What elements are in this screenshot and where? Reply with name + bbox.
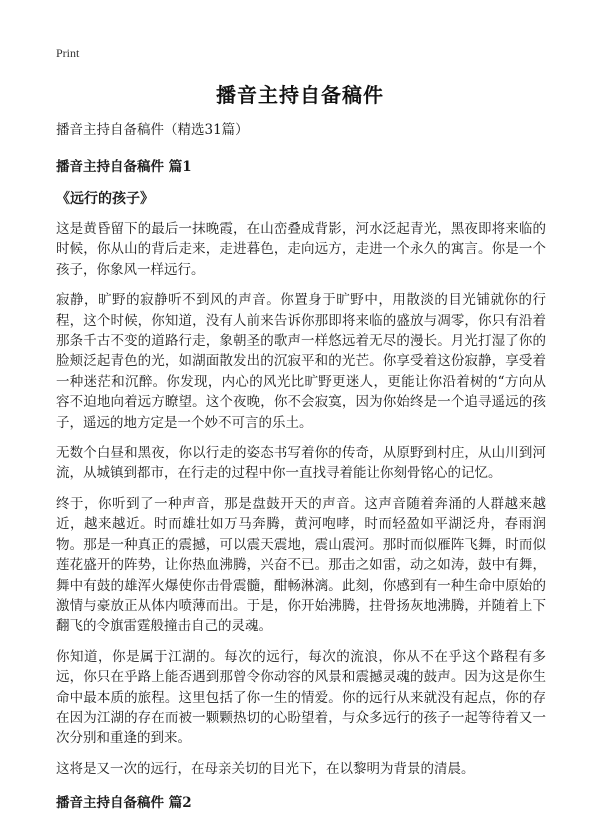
section-heading-2: 播音主持自备稿件 篇2 <box>56 795 192 812</box>
print-label[interactable]: Print <box>56 46 80 60</box>
section-heading-1: 播音主持自备稿件 篇1 <box>56 159 192 175</box>
paragraph: 终于，你听到了一种声音，那是盘鼓开天的声音。这声音随着奔涌的人群越来越近，越来越近。时而雄壮如万马奔腾，黄河咆哮，时而轻盈如平湖泛舟，春雨润物。那是一种真正的震撼，可以震天震地，震山震河。那时而似雁阵飞舞，时而似莲花盛开的阵势，让你热血沸腾，兴奋不已。那击之如雷，动之如涛，鼓中有舞，舞中有鼓的雄浑火爆使你击骨震髓，酣畅淋漓。此刻，你感到有一种生命中原始的激情与豪放正从体内喷薄而出。于是，你开始沸腾，拄骨扬灰地沸腾，并随着上下翻飞的令旗雷霆般撞击自己的灵魂。 <box>56 495 546 635</box>
paragraph: 你知道，你是属于江湖的。每次的远行，每次的流浪，你从不在乎这个路程有多远，你只在乎路上能否遇到那曾令你动容的风景和震撼灵魂的鼓声。因为这是你生命中最本质的旅程。这里包括了你一生的情爱。你的远行从来就没有起点，你的存在因为江湖的存在而被一颗颗热切的心盼望着，与众多远行的孩子一起等待着又一次分别和重逢的到来。 <box>56 648 546 747</box>
document-title: 播音主持自备稿件 <box>216 83 384 107</box>
document-body <box>56 120 546 825</box>
paragraph: 这将是又一次的远行，在母亲关切的目光下，在以黎明为背景的清晨。 <box>56 760 475 777</box>
document-subtitle: 播音主持自备稿件（精选31篇） <box>56 122 249 138</box>
paragraph: 寂静，旷野的寂静听不到风的声音。你置身于旷野中，用散淡的目光铺就你的行程，这个时候，你知道，没有人前来告诉你那即将来临的盛放与凋零，你只有沿着那条千古不变的道路行走，象朝圣的歌声一样悠远着无尽的漫长。月光打湿了你的脸颊泛起青色的光，如湖面散发出的沉寂平和的光芒。你享受着这份寂静，享受着一种迷茫和沉醉。你发现，内心的风光比旷野更迷人，更能让你沿着树的“方向从容不迫地向着远方瞭望。这个夜晚，你不会寂寞，因为你始终是一个追寻遥远的孩子，遥远的地方定是一个妙不可言的乐土。 <box>56 292 546 431</box>
paragraph: 无数个白昼和黑夜，你以行走的姿态书写着你的传奇，从原野到村庄，从山川到河流，从城镇到都市，在行走的过程中你一直找寻着能让你刻骨铭心的记忆。 <box>56 445 546 482</box>
paragraph: 这是黄昏留下的最后一抹晚霞，在山峦叠成背影，河水泛起青光，黑夜即将来临的时候，你从山的背后走来，走进暮色，走向远方，走进一个永久的寓言。你是一个孩子，你象风一样远行。 <box>56 221 546 278</box>
piece-title: 《远行的孩子》 <box>56 191 154 207</box>
